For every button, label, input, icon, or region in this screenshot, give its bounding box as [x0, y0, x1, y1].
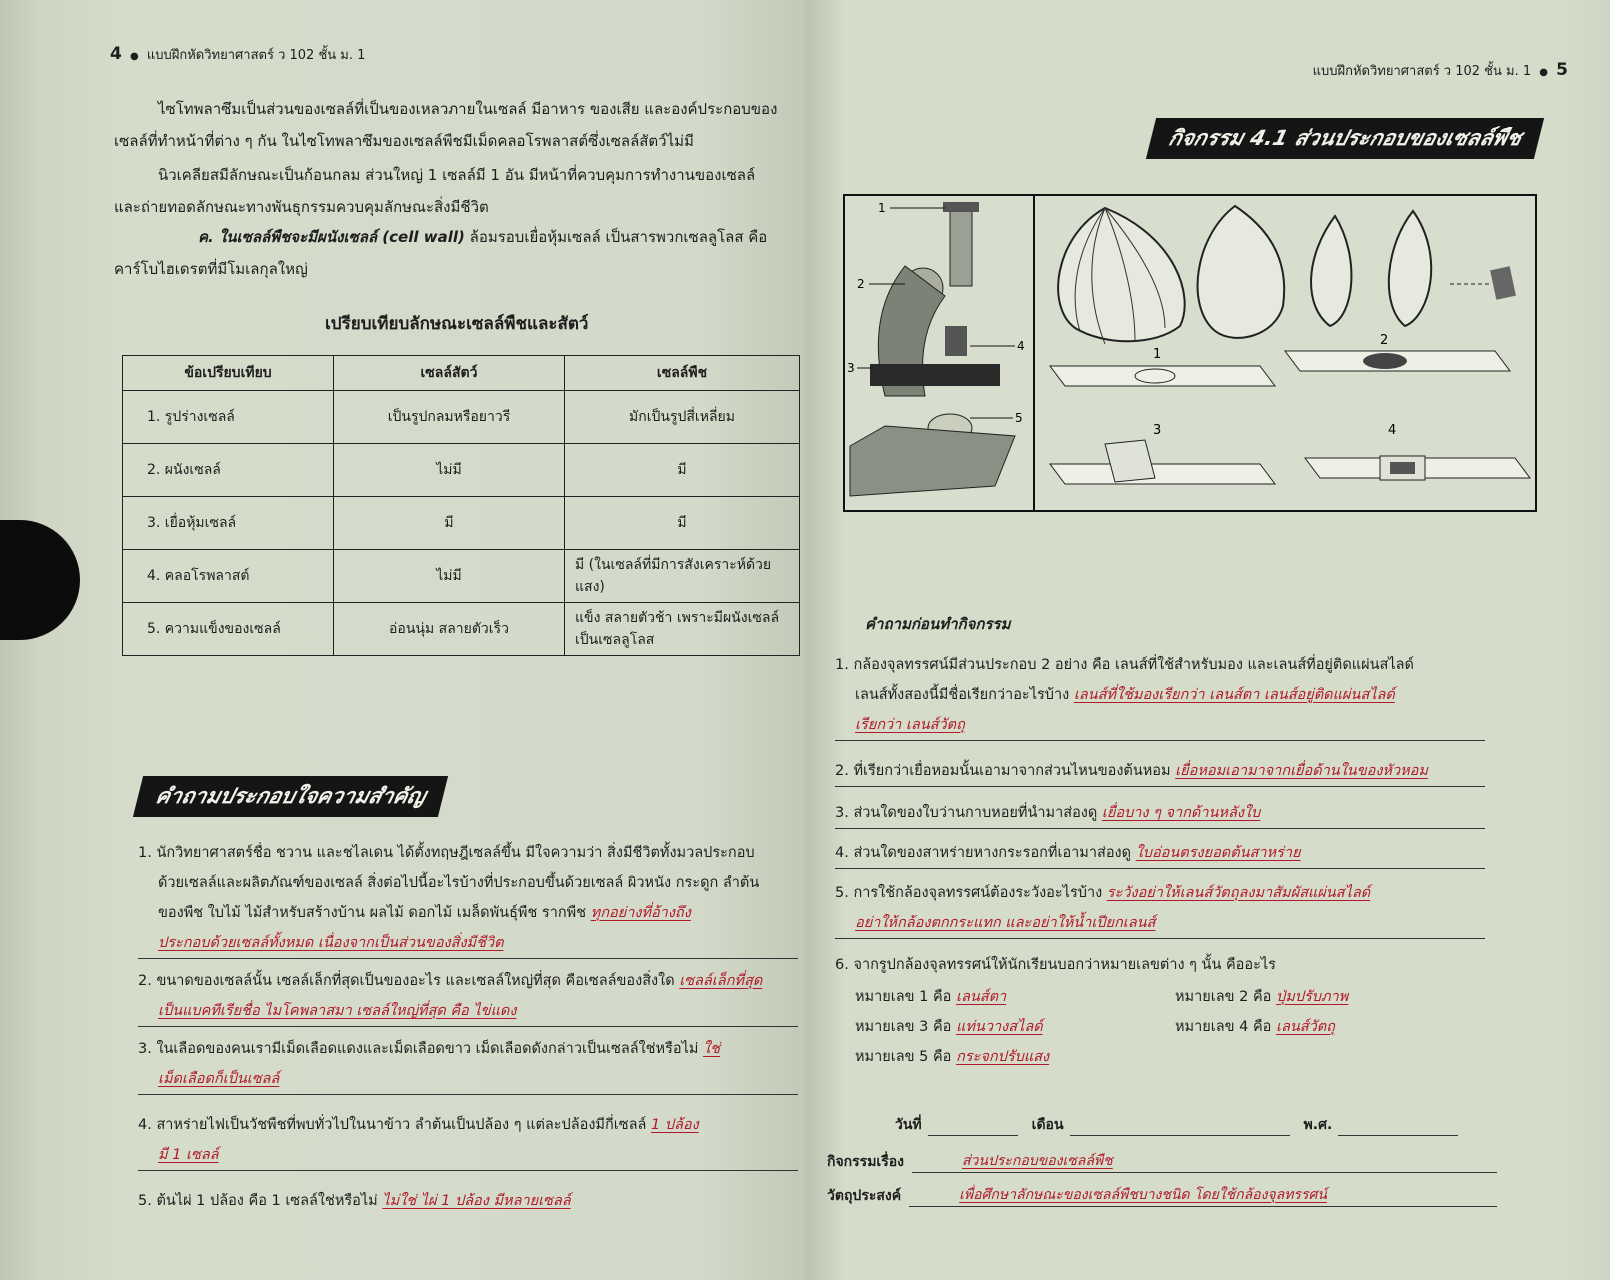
answer-text: ไม่ใช่ ไผ่ 1 ปล้อง มีหลายเซลล์	[382, 1193, 571, 1209]
objective-label: วัตถุประสงค์	[827, 1188, 902, 1204]
number-value: 1	[919, 989, 929, 1005]
membrane-piece-shape	[1490, 266, 1516, 300]
number-answer	[855, 982, 1175, 1012]
activity-field[interactable]	[912, 1150, 1497, 1173]
answer-text: เยื่อบาง ๆ จากด้านหลังใบ	[1101, 805, 1261, 821]
paragraph-line: และถ่ายทอดลักษณะทางพันธุกรรมควบคุมลักษณะสิ่งมีชีวิต	[114, 198, 489, 216]
pre-question-3	[835, 798, 1485, 829]
answer-text: ระวังอย่าให้เลนส์วัตถุลงมาสัมผัสแผ่นสไลด์	[1106, 885, 1371, 901]
answer-text: ประกอบด้วยเซลล์ทั้งหมด เนื่องจากเป็นส่วนของสิ่งมีชีวิต	[158, 935, 504, 951]
question-text: 5. ต้นไผ่ 1 ปล้อง คือ 1 เซลล์ใช่หรือไม่	[138, 1193, 378, 1209]
page-number: 5	[1556, 60, 1568, 80]
answer-line	[138, 1140, 798, 1171]
date-row	[895, 1114, 1495, 1136]
date-field[interactable]	[928, 1119, 1018, 1136]
header-title: แบบฝึกหัดวิทยาศาสตร์ ว 102 ชั้น ม. 1	[1312, 64, 1532, 79]
number-value: 2	[1239, 989, 1249, 1005]
answer-text: อย่าให้กล้องตกกระแทก และอย่าให้น้ำเปียกเลนส์	[855, 915, 1156, 931]
activity-figure	[843, 194, 1537, 512]
answer-text: เรียกว่า เลนส์วัตถุ	[855, 717, 965, 733]
table-header: ข้อเปรียบเทียบ	[123, 356, 334, 391]
binding-shadow	[0, 520, 80, 640]
paragraph-text: ล้อมรอบเยื่อหุ้มเซลล์ เป็นสารพวกเซลลูโลส คือ	[469, 228, 768, 246]
pre-question-6: 6. จากรูปกล้องจุลทรรศน์ให้นักเรียนบอกว่าหมายเลขต่าง ๆ นั้น คืออะไร	[835, 957, 1276, 973]
right-header	[1313, 60, 1568, 81]
table-cell: 2. ผนังเซลล์	[123, 444, 334, 497]
table-cell: มี	[565, 444, 800, 497]
paragraph-line: เซลล์ที่ทำหน้าที่ต่าง ๆ กัน ในไซโทพลาซึมของเซลล์พืชมีเม็ดคลอโรพลาสต์ซึ่งเซลล์สัตว์ไม่มี	[114, 132, 694, 150]
activity-row	[827, 1150, 1497, 1173]
table-cell: 4. คลอโรพลาสต์	[123, 550, 334, 603]
figure-label: 4	[1017, 339, 1025, 353]
question-2	[138, 966, 798, 1027]
banner-text: กิจกรรม 4.1 ส่วนประกอบของเซลล์พืช	[1166, 126, 1525, 150]
pre-question-1	[835, 650, 1485, 741]
date-label: วันที่	[895, 1117, 922, 1133]
number-answer-row	[855, 1042, 1495, 1072]
bullet-icon: ●	[1539, 67, 1549, 78]
table-cell: 5. ความแข็งของเซลล์	[123, 603, 334, 656]
table-header-row	[123, 356, 800, 391]
table-title: เปรียบเทียบลักษณะเซลล์พืชและสัตว์	[325, 314, 589, 334]
answer-text: เลนส์วัตถุ	[1276, 1019, 1335, 1035]
question-text: ของพืช ใบไม้ ไม้สำหรับสร้างบ้าน ผลไม้ ดอกไม้ เมล็ดพันธุ์พืช รากพืช	[158, 905, 587, 921]
answer-text: เลนส์ที่ใช้มองเรียกว่า เลนส์ตา เลนส์อยู่ติดแผ่นสไลด์	[1073, 687, 1395, 703]
activity-label: กิจกรรมเรื่อง	[827, 1154, 904, 1170]
answer-line	[835, 908, 1485, 939]
answer-text: เป็นแบคทีเรียชื่อ ไมโคพลาสมา เซลล์ใหญ่ที่สุด คือ ไข่แดง	[158, 1003, 517, 1019]
table-cell: แข็ง สลายตัวช้า เพราะมีผนังเซลล์เป็นเซลลูโลส	[565, 603, 800, 656]
number-answer	[855, 1042, 1175, 1072]
question-text-with-answer	[835, 756, 1485, 787]
is-label: คือ	[932, 1019, 952, 1035]
membrane-on-slide-shape	[1363, 353, 1407, 369]
activity-value: ส่วนประกอบของเซลล์พืช	[961, 1153, 1113, 1169]
table-cell: มักเป็นรูปสี่เหลี่ยม	[565, 391, 800, 444]
objective-row	[827, 1184, 1497, 1207]
question-text: 3. ส่วนใดของใบว่านกาบหอยที่นำมาส่องดู	[835, 805, 1098, 821]
cell-wall-term: ค. ในเซลล์พืชจะมีผนังเซลล์ (cell wall)	[198, 228, 465, 246]
onion-half-shape	[1198, 206, 1285, 338]
answer-line	[138, 996, 798, 1027]
number-value: 3	[919, 1019, 929, 1035]
pre-question-2	[835, 756, 1485, 787]
number-label: หมายเลข	[855, 1049, 915, 1065]
answer-line	[835, 710, 1485, 741]
specimen-shape	[1390, 462, 1415, 474]
paragraph-line: คาร์โบไฮเดรตที่มีโมเลกุลใหญ่	[114, 260, 308, 278]
answer-text: ปุ่มปรับภาพ	[1276, 989, 1349, 1005]
question-text-with-answer	[138, 1186, 798, 1216]
eyepiece-tube-shape	[950, 206, 972, 286]
question-1	[138, 838, 798, 959]
onion-scale-shape	[1311, 216, 1351, 326]
question-text: 2. ที่เรียกว่าเยื่อหอมนั้นเอามาจากส่วนไหนของต้นหอม	[835, 763, 1171, 779]
header-title: แบบฝึกหัดวิทยาศาสตร์ ว 102 ชั้น ม. 1	[146, 48, 366, 63]
answer-text: แท่นวางสไลด์	[956, 1019, 1043, 1035]
number-value: 5	[919, 1049, 929, 1065]
answer-line	[138, 1064, 798, 1095]
is-label: คือ	[932, 989, 952, 1005]
table-cell: อ่อนนุ่ม สลายตัวเร็ว	[334, 603, 565, 656]
activity-banner	[1146, 118, 1544, 159]
figure-label: 1	[1153, 347, 1162, 362]
question-text-with-answer	[138, 1110, 798, 1140]
objective-value: เพื่อศึกษาลักษณะของเซลล์พืชบางชนิด โดยใช้กล้องจุลทรรศน์	[959, 1187, 1327, 1203]
question-text-with-answer	[138, 966, 798, 996]
number-label: หมายเลข	[1175, 1019, 1235, 1035]
table-row	[123, 391, 800, 444]
figure-label: 1	[878, 201, 886, 215]
paragraph-c	[198, 222, 798, 253]
answer-text: เม็ดเลือดก็เป็นเซลล์	[158, 1071, 280, 1087]
question-text: 4. สาหร่ายไฟเป็นวัชพืชที่พบทั่วไปในนาข้าว ลำต้นเป็นปล้อง ๆ แต่ละปล้องมีกี่เซลล์	[138, 1117, 647, 1133]
answer-line	[138, 928, 798, 959]
question-3	[138, 1034, 798, 1095]
question-text-with-answer	[138, 898, 798, 928]
question-text: 1. กล้องจุลทรรศน์มีส่วนประกอบ 2 อย่าง คือ เลนส์ที่ใช้สำหรับมอง และเลนส์ที่อยู่ติดแผ่นสไลด์	[835, 657, 1414, 673]
table-header: เซลล์สัตว์	[334, 356, 565, 391]
microscope-base-shape	[850, 426, 1015, 496]
table-cell: 1. รูปร่างเซลล์	[123, 391, 334, 444]
question-text: 3. ในเลือดของคนเรามีเม็ดเลือดแดงและเม็ดเลือดขาว เม็ดเลือดดังกล่าวเป็นเซลล์ใช่หรือไม่	[138, 1041, 699, 1057]
table-row	[123, 444, 800, 497]
figure-label: 5	[1015, 411, 1023, 425]
number-answers	[855, 982, 1495, 1072]
page-number: 4	[110, 44, 122, 64]
question-text-with-answer	[138, 1034, 798, 1064]
pre-question-5	[835, 878, 1485, 939]
objective-shape	[945, 326, 967, 356]
answer-text: มี 1 เซลล์	[158, 1147, 219, 1163]
table-cell: มี (ในเซลล์ที่มีการสังเคราะห์ด้วยแสง)	[565, 550, 800, 603]
question-4	[138, 1110, 798, 1171]
answer-text: เลนส์ตา	[956, 989, 1007, 1005]
question-text-with-answer	[835, 838, 1485, 869]
stage-shape	[870, 364, 1000, 386]
table-cell: ไม่มี	[334, 550, 565, 603]
figure-label: 3	[1153, 423, 1162, 438]
number-label: หมายเลข	[1175, 989, 1235, 1005]
onion-slide-illustration	[1035, 196, 1535, 510]
section-banner	[133, 776, 449, 817]
prequestions-title: คำถามก่อนทำกิจกรรม	[865, 615, 1011, 633]
left-header	[110, 44, 365, 65]
question-text: 1. นักวิทยาศาสตร์ชื่อ ชวาน และชไลเดน ได้ตั้งทฤษฎีเซลล์ขึ้น มีใจความว่า สิ่งมีชีวิตทั้งมวลประกอบ	[138, 845, 755, 861]
is-label: คือ	[1252, 1019, 1272, 1035]
right-page	[805, 0, 1610, 1280]
answer-text: เซลล์เล็กที่สุด	[679, 973, 763, 989]
figure-label: 4	[1388, 423, 1397, 438]
slide-3-shape	[1050, 464, 1275, 484]
onion-scale-peeled-shape	[1389, 211, 1431, 326]
month-label: เดือน	[1031, 1117, 1064, 1133]
number-answer-row	[855, 982, 1495, 1012]
table-cell: มี	[565, 497, 800, 550]
is-label: คือ	[932, 1049, 952, 1065]
paragraph-line: ไซโทพลาซึมเป็นส่วนของเซลล์ที่เป็นของเหลวภายในเซลล์ มีอาหาร ของเสีย และองค์ประกอบของ	[158, 100, 778, 118]
table-cell: เป็นรูปกลมหรือยาวรี	[334, 391, 565, 444]
number-label: หมายเลข	[855, 1019, 915, 1035]
figure-label: 2	[1380, 333, 1389, 348]
banner-text: คำถามประกอบใจความสำคัญ	[153, 784, 429, 808]
year-field[interactable]	[1338, 1119, 1458, 1136]
number-answer	[1175, 1012, 1426, 1042]
figure-label: 2	[857, 277, 865, 291]
question-text-with-answer	[835, 680, 1485, 710]
question-text: 4. ส่วนใดของสาหร่ายหางกระรอกที่เอามาส่องดู	[835, 845, 1132, 861]
table-row	[123, 550, 800, 603]
answer-text: กระจกปรับแสง	[956, 1049, 1050, 1065]
microscope-illustration	[845, 196, 1033, 510]
number-answer	[1175, 982, 1426, 1012]
question-text: ด้วยเซลล์และผลิตภัณฑ์ของเซลล์ สิ่งต่อไปนี้อะไรบ้างที่ประกอบขึ้นด้วยเซลล์ ผิวหนัง กระดูก ลำต้น	[158, 875, 760, 891]
month-field[interactable]	[1070, 1119, 1290, 1136]
number-answer-row	[855, 1012, 1495, 1042]
question-text: 5. การใช้กล้องจุลทรรศน์ต้องระวังอะไรบ้าง	[835, 885, 1103, 901]
number-answer	[855, 1012, 1175, 1042]
eyepiece-shape	[943, 202, 979, 212]
question-text: เลนส์ทั้งสองนี้มีชื่อเรียกว่าอะไรบ้าง	[855, 687, 1070, 703]
table-cell: ไม่มี	[334, 444, 565, 497]
pre-question-4	[835, 838, 1485, 869]
answer-text: เยื่อหอมเอามาจากเยื่อด้านในของหัวหอม	[1175, 763, 1428, 779]
question-text-with-answer	[835, 878, 1485, 908]
question-text-with-answer	[835, 798, 1485, 829]
table-cell: มี	[334, 497, 565, 550]
table-row	[123, 603, 800, 656]
comparison-table	[122, 355, 800, 656]
answer-text: ทุกอย่างที่อ้างถึง	[590, 905, 691, 921]
bullet-icon: ●	[129, 51, 139, 62]
number-value: 4	[1239, 1019, 1249, 1035]
question-text: 2. ขนาดของเซลล์นั้น เซลล์เล็กที่สุดเป็นของอะไร และเซลล์ใหญ่ที่สุด คือเซลล์ของสิ่งใด	[138, 973, 675, 989]
figure-label: 3	[847, 361, 855, 375]
answer-text: ใบอ่อนตรงยอดต้นสาหร่าย	[1135, 845, 1301, 861]
answer-text: ใช่	[703, 1041, 720, 1057]
paragraph-line: นิวเคลียสมีลักษณะเป็นก้อนกลม ส่วนใหญ่ 1 เซลล์มี 1 อัน มีหน้าที่ควบคุมการทำงานของเซลล์	[158, 166, 756, 184]
year-label: พ.ศ.	[1303, 1117, 1333, 1133]
objective-field[interactable]	[909, 1184, 1497, 1207]
table-header: เซลล์พืช	[565, 356, 800, 391]
table-cell: 3. เยื่อหุ้มเซลล์	[123, 497, 334, 550]
table-row	[123, 497, 800, 550]
is-label: คือ	[1252, 989, 1272, 1005]
number-label: หมายเลข	[855, 989, 915, 1005]
question-5	[138, 1186, 798, 1216]
answer-text: 1 ปล้อง	[650, 1117, 699, 1133]
